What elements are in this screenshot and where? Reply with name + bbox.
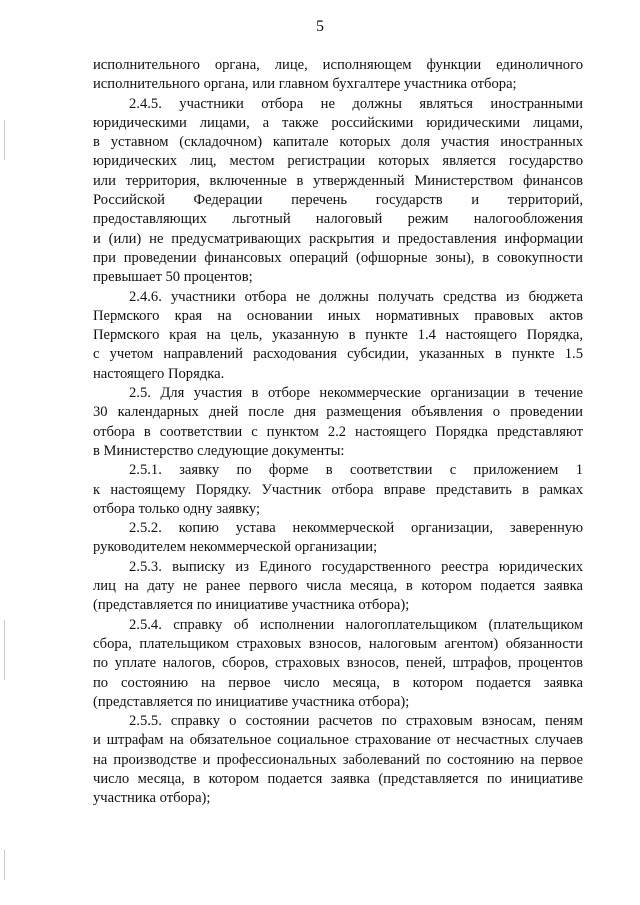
text-line: и (или) не предусматривающих раскрытия и предоставления информации <box>93 230 583 247</box>
text-line: 2.4.5. участники отбора не должны являться иностранными <box>129 95 583 112</box>
text-line: (представляется по инициативе участника отбора); <box>93 597 410 614</box>
text-line: число месяца, в котором подается заявка (представляется по инициативе <box>93 770 583 787</box>
text-line: на производстве и профессиональных заболеваний по состоянию на первое <box>93 751 583 768</box>
text-line: предоставляющих льготный налоговый режим налогообложения <box>93 211 583 228</box>
text-line: участника отбора); <box>93 790 211 807</box>
text-line: в уставном (складочном) капитале которых доля участия иностранных <box>93 134 583 151</box>
text-line: руководителем некоммерческой организации; <box>93 539 378 556</box>
text-line: 30 календарных дней после дня размещения объявления о проведении <box>93 404 583 421</box>
text-line: 2.5. Для участия в отборе некоммерческие организации в течение <box>129 385 583 402</box>
text-line: исполнительного органа, или главном бухгалтере участника отбора; <box>93 76 517 93</box>
text-line: отбора в соответствии с пунктом 2.2 настоящего Порядка представляют <box>93 423 583 440</box>
text-line: 2.5.5. справку о состоянии расчетов по страховым взносам, пеням <box>129 713 583 730</box>
text-line: 2.5.4. справку об исполнении налогоплательщиком (плательщиком <box>129 616 583 633</box>
page-number: 5 <box>316 18 324 35</box>
text-line: 2.5.1. заявку по форме в соответствии с приложением 1 <box>129 462 583 479</box>
text-line: юридическими лицами, а также российскими юридическими лицами, <box>93 114 583 131</box>
scan-edge-line <box>4 850 5 880</box>
scan-edge-line <box>4 120 5 160</box>
text-line: настоящего Порядка. <box>93 365 225 382</box>
text-line: 2.5.3. выписку из Единого государственного реестра юридических <box>129 558 583 575</box>
text-line: 2.4.6. участники отбора не должны получать средства из бюджета <box>129 288 583 305</box>
text-line: превышает 50 процентов; <box>93 269 253 286</box>
scan-edge-line <box>4 620 5 680</box>
text-line: лиц на дату не ранее первого числа месяца, в котором подается заявка <box>93 578 583 595</box>
text-line: с учетом направлений расходования субсидии, указанных в пункте 1.5 <box>93 346 583 363</box>
text-line: при проведении финансовых операций (офшорные зоны), в совокупности <box>93 249 583 266</box>
text-line: в Министерство следующие документы: <box>93 442 345 459</box>
text-line: сбора, плательщиком страховых взносов, налоговым агентом) обязанности <box>93 635 583 652</box>
text-line: по уплате налогов, сборов, страховых взносов, пеней, штрафов, процентов <box>93 655 583 672</box>
text-line: (представляется по инициативе участника отбора); <box>93 693 410 710</box>
document-body <box>93 56 583 809</box>
text-line: Пермского края на основании иных нормативных правовых актов <box>93 307 583 324</box>
text-line: отбора только одну заявку; <box>93 500 261 517</box>
text-line: Пермского края на цель, указанную в пункте 1.4 настоящего Порядка, <box>93 327 583 344</box>
text-line: и штрафам на обязательное социальное страхование от несчастных случаев <box>93 732 583 749</box>
text-line: по состоянию на первое число месяца, в котором подается заявка <box>93 674 583 691</box>
text-line: юридических лиц, местом регистрации которых является государство <box>93 153 583 170</box>
text-line: Российской Федерации перечень государств и территорий, <box>93 192 583 209</box>
text-line: к настоящему Порядку. Участник отбора вправе представить в рамках <box>93 481 583 498</box>
text-line: или территория, включенные в утвержденный Министерством финансов <box>93 172 583 189</box>
text-line: 2.5.2. копию устава некоммерческой организации, заверенную <box>129 520 583 537</box>
text-line: исполнительного органа, лице, исполняющем функции единоличного <box>93 57 583 73</box>
